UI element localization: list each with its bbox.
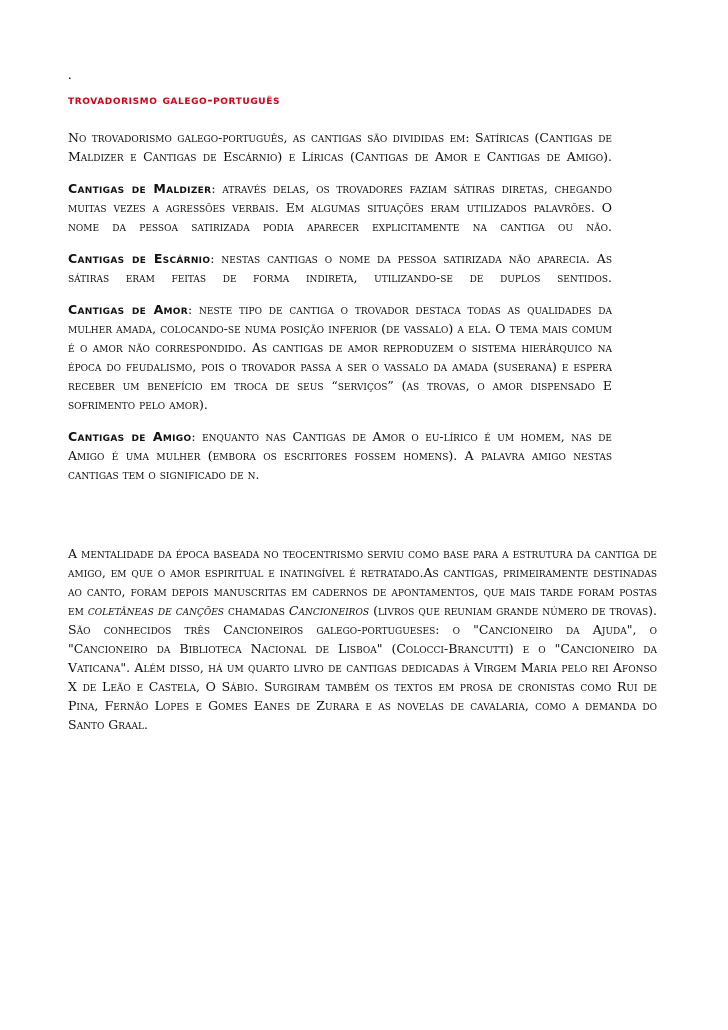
leading-dot: . xyxy=(68,68,72,83)
history-section xyxy=(68,544,657,734)
amigo-paragraph xyxy=(68,427,612,484)
history-text-b: chamadas xyxy=(223,603,289,618)
escarnio-term: Cantigas de Escárnio xyxy=(68,251,211,266)
history-text-a: A mentalidade da época baseada no teocentrismo serviu como base para a estrutura da cantiga de amigo, em que o amor espiritual e inatingível é retratado.As cantigas, primeiramente destinadas ao canto, foram depois manuscritas em cadernos de apontamentos, que mais tarde foram postas em xyxy=(68,546,657,618)
history-text-c: (livros que reuniam grande número de trovas). São conhecidos três Cancioneiros galego-portugueses: o "Cancioneiro da Ajuda", o "Cancioneiro da Biblioteca Nacional de Lisboa" (Colocci-Brancutti) e o "Cancioneiro da Vaticana". Além disso, há um quarto livro de cantigas dedicadas à Virgem Maria pelo rei Afonso X de Leão e Castela, O Sábio. Surgiram também os textos em prosa de cronistas como Rui de Pina, Fernão Lopes e Gomes Eanes de Zurara e as novelas de cavalaria, como a demanda do Santo Graal. xyxy=(68,603,657,732)
intro-paragraph xyxy=(68,128,612,166)
history-emphasis-cancioneiros: Cancioneiros xyxy=(288,603,370,618)
amor-paragraph xyxy=(68,300,612,414)
document-body xyxy=(68,128,612,485)
history-paragraph xyxy=(68,544,657,734)
maldizer-text: : através delas, os trovadores faziam sátiras diretas, chegando muitas vezes a agressões verbais. Em algumas situações eram utilizados palavrões. O nome da pessoa satirizada podia aparecer explicitamente na cantiga ou não. xyxy=(68,181,612,234)
escarnio-paragraph xyxy=(68,249,612,287)
amor-text: : neste tipo de cantiga o trovador destaca todas as qualidades da mulher amada, colocando-se numa posição inferior (de vassalo) a ela. O tema mais comum é o amor não correspondido. As cantigas de amor reproduzem o sistema hierárquico na época do feudalismo, pois o trovador passa a ser o vassalo da amada (suserana) e espera receber um benefício em troca de seus “serviços” (as trovas, o amor dispensado E sofrimento pelo amor). xyxy=(68,302,612,412)
amor-term: Cantigas de Amor xyxy=(68,302,188,317)
maldizer-term: Cantigas de Maldizer xyxy=(68,181,212,196)
escarnio-text: : nestas cantigas o nome da pessoa satirizada não aparecia. As sátiras eram feitas de forma indireta, utilizando-se de duplos sentidos. xyxy=(68,251,612,285)
maldizer-paragraph xyxy=(68,179,612,236)
amigo-text: : enquanto nas Cantigas de Amor o eu-lírico é um homem, nas de Amigo é uma mulher (embora os escritores fossem homens). A palavra amigo nestas cantigas tem o significado de n. xyxy=(68,429,612,482)
history-emphasis-coletaneas: coletâneas de canções xyxy=(87,603,224,618)
page-title: trovadorismo galego-português xyxy=(68,92,281,107)
intro-text: No trovadorismo galego-português, as cantigas são divididas em: Satíricas (Cantigas de Maldizer e Cantigas de Escárnio) e Líricas (Cantigas de Amor e Cantigas de Amigo). xyxy=(68,130,612,164)
amigo-term: Cantigas de Amigo xyxy=(68,429,192,444)
